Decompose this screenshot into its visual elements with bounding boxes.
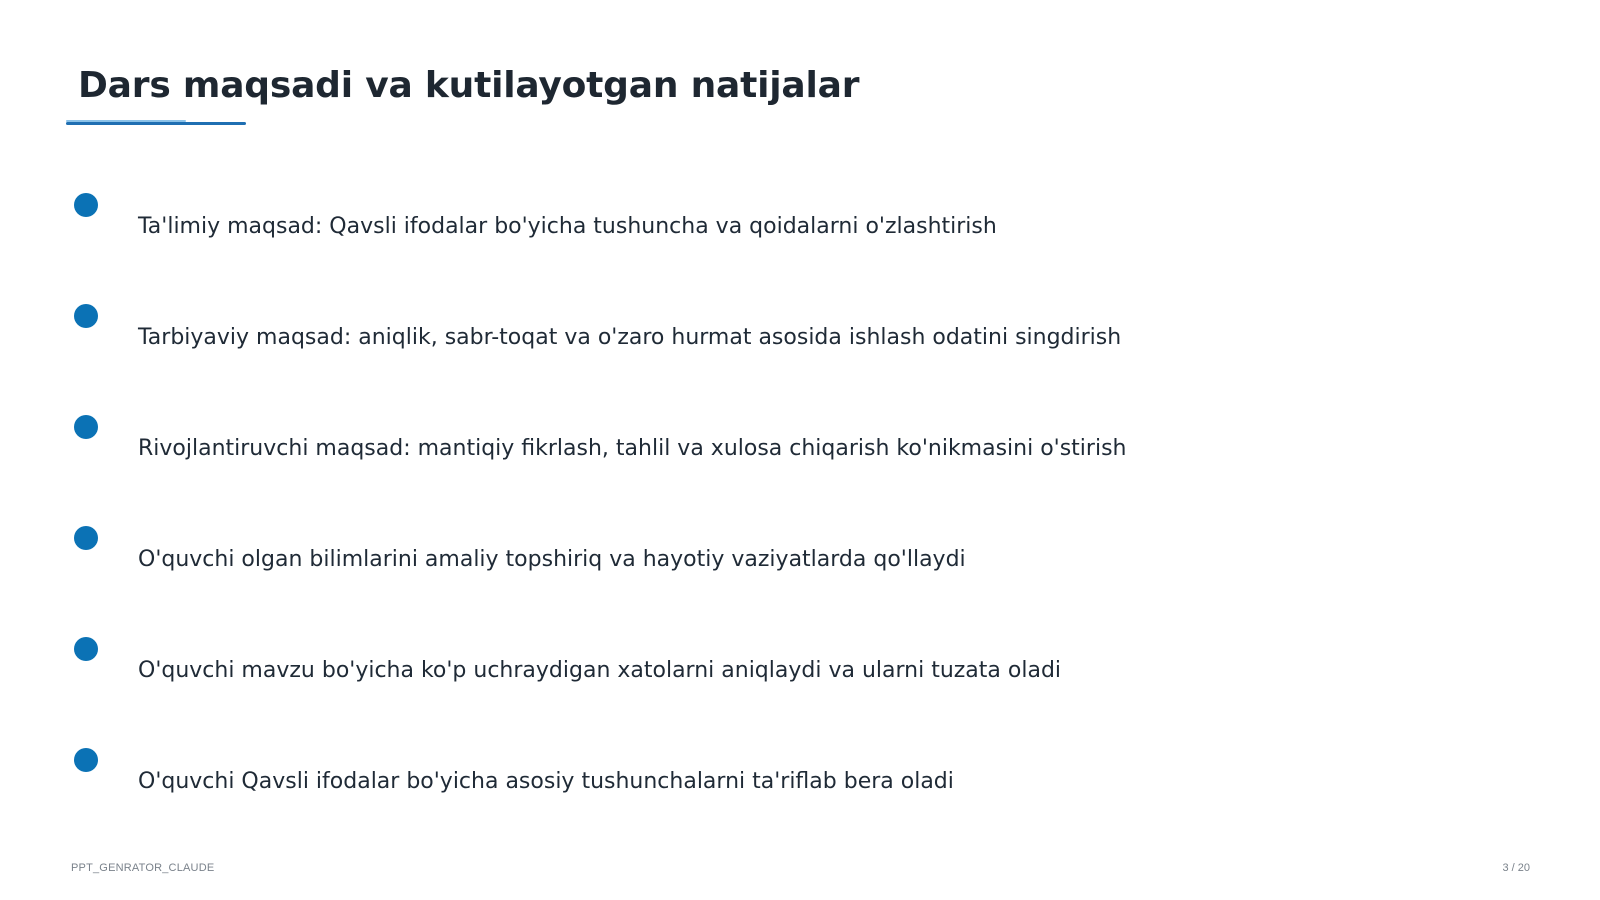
page-indicator: 3 / 20 xyxy=(1502,862,1530,874)
list-item xyxy=(0,526,1200,586)
bullet-dot-icon xyxy=(74,193,98,217)
bullet-dot-icon xyxy=(74,748,98,772)
bullet-text: Rivojlantiruvchi maqsad: mantiqiy fikrlash, tahlil va xulosa chiqarish ko'nikmasini o'stirish xyxy=(138,436,1127,461)
bullet-text: Tarbiyaviy maqsad: aniqlik, sabr-toqat va o'zaro hurmat asosida ishlash odatini singdirish xyxy=(138,325,1122,350)
list-item xyxy=(0,415,1200,475)
bullet-text: O'quvchi mavzu bo'yicha ko'p uchraydigan xatolarni aniqlaydi va ularni tuzata oladi xyxy=(138,658,1062,683)
bullet-text: Ta'limiy maqsad: Qavsli ifodalar bo'yicha tushuncha va qoidalarni o'zlashtirish xyxy=(138,214,997,239)
bullet-dot-icon xyxy=(74,304,98,328)
title-underline xyxy=(66,120,246,126)
slide-title: Dars maqsadi va kutilayotgan natijalar xyxy=(78,65,860,106)
list-item xyxy=(0,637,1200,697)
bullet-text: O'quvchi olgan bilimlarini amaliy topshiriq va hayotiy vaziyatlarda qo'llaydi xyxy=(138,547,966,572)
bullet-text: O'quvchi Qavsli ifodalar bo'yicha asosiy tushunchalarni ta'riflab bera oladi xyxy=(138,769,954,794)
list-item xyxy=(0,193,1200,253)
bullet-dot-icon xyxy=(74,637,98,661)
list-item xyxy=(0,748,1200,808)
footer-label: PPT_GENRATOR_CLAUDE xyxy=(71,862,215,874)
bullet-dot-icon xyxy=(74,415,98,439)
list-item xyxy=(0,304,1200,364)
bullet-dot-icon xyxy=(74,526,98,550)
title-underline-bar xyxy=(66,122,246,125)
